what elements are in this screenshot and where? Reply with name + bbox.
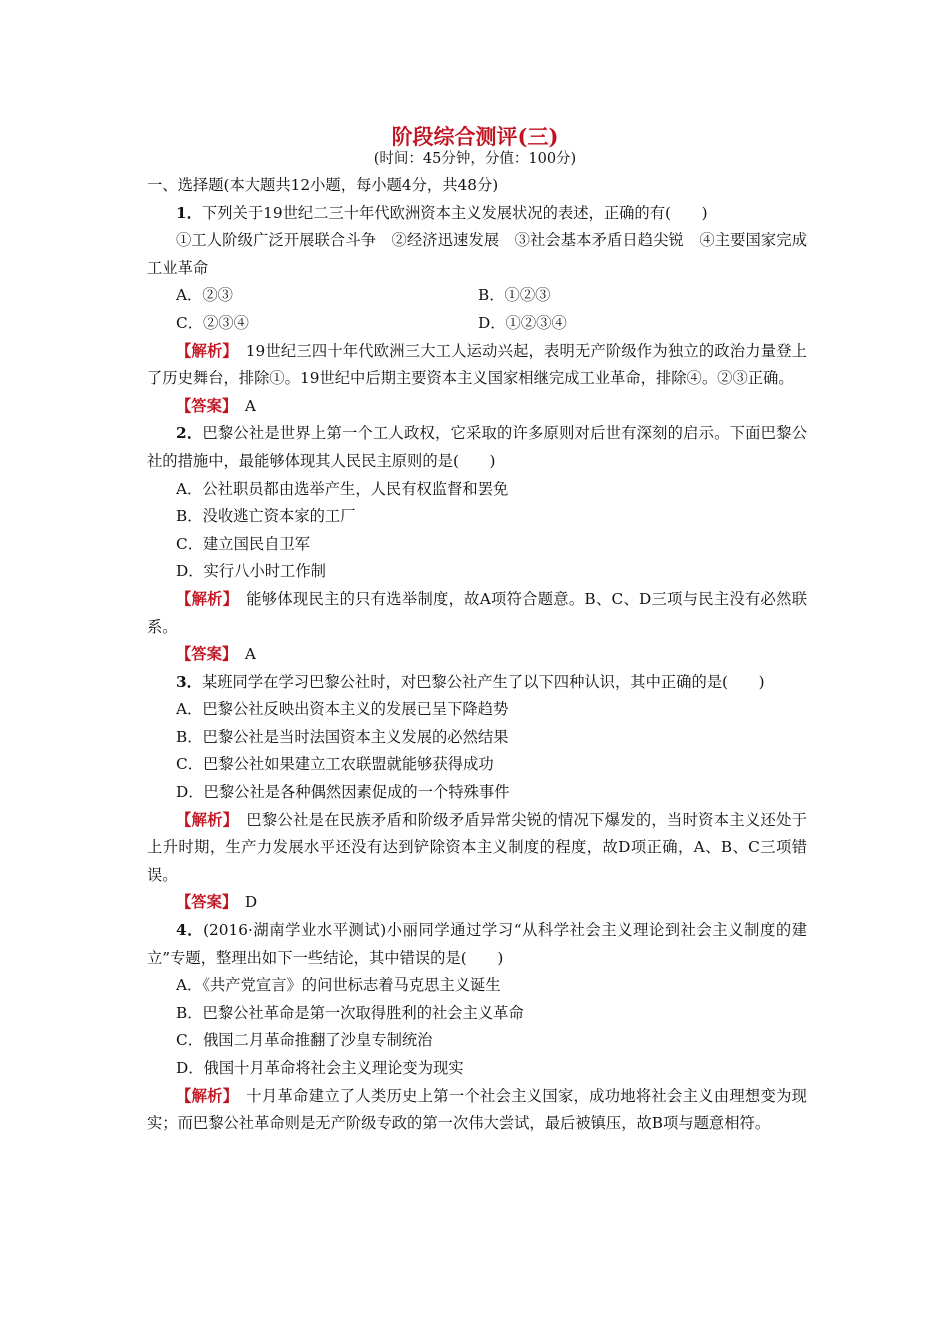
question-text: 巴黎公社是世界上第一个工人政权，它采取的许多原则对后世有深刻的启示。下面巴黎公社的措施中，最能够体现其人民民主原则的是( ) [147,424,807,470]
answer [147,393,807,421]
option-a: A．公社职员都由选举产生，人民有权监督和罢免 [176,479,509,498]
option-a: A．②③ [176,286,233,305]
option-row [147,310,807,338]
question-stem [147,669,807,697]
option-b: B．①②③ [478,286,551,305]
section-heading: 一、选择题(本大题共12小题，每小题4分，共48分) [147,176,499,194]
option-c: C．巴黎公社如果建立工农联盟就能够获得成功 [176,755,494,774]
question-1 [147,200,807,421]
answer [147,889,807,917]
analysis-label: 【解析】 [176,810,231,829]
time-score-info: (时间：45分钟，分值：100分) [373,151,577,167]
analysis [147,807,807,890]
analysis [147,1083,807,1138]
question-text: 某班同学在学习巴黎公社时，对巴黎公社产生了以下四种认识，其中正确的是( ) [201,672,765,691]
option-c: C．②③④ [176,313,249,332]
question-items: ①工人阶级广泛开展联合斗争 ②经济迅速发展 ③社会基本矛盾日趋尖锐 ④主要国家完成工业革命 [147,231,807,277]
option-c: C．俄国二月革命推翻了沙皇专制统治 [176,1031,433,1050]
option-d: D．俄国十月革命将社会主义理论变为现实 [176,1059,464,1077]
answer-label: 【答案】 [176,893,230,912]
option-b: B．没收逃亡资本家的工厂 [176,507,356,526]
analysis [147,586,807,641]
analysis-label: 【解析】 [176,589,231,608]
question-text: (2016·湖南学业水平测试)小丽同学通过学习“从科学社会主义理论到社会主义制度的建立”专题，整理出如下一些结论，其中错误的是( ) [147,921,807,967]
question-number: 4． [176,921,204,940]
question-text: 下列关于19世纪二三十年代欧洲资本主义发展状况的表述，正确的有( ) [201,203,708,222]
option-d: D．①②③④ [478,313,567,332]
question-number: 3． [176,672,202,691]
option-a: A．巴黎公社反映出资本主义的发展已呈下降趋势 [176,700,509,719]
option-a: A．《共产党宣言》的问世标志着马克思主义诞生 [176,976,501,995]
question-stem [147,200,807,228]
option-row [147,282,807,310]
option-d: D．巴黎公社是各种偶然因素促成的一个特殊事件 [176,783,510,802]
analysis [147,338,807,393]
answer-value: D [244,893,258,912]
answer-label: 【答案】 [176,396,230,415]
answer-value: A [244,645,256,664]
question-stem [147,420,807,475]
question-3 [147,669,807,917]
analysis-label: 【解析】 [176,341,231,360]
question-4 [147,917,807,1138]
option-d: D．实行八小时工作制 [176,562,326,581]
question-number: 2． [176,424,203,443]
answer-label: 【答案】 [176,645,230,664]
analysis-text: 巴黎公社是在民族矛盾和阶级矛盾异常尖锐的情况下爆发的，当时资本主义还处于上升时期，生产力发展水平还没有达到铲除资本主义制度的程度，故D项正确，A、B、C三项错误。 [147,810,807,884]
answer-value: A [244,396,256,415]
analysis-label: 【解析】 [176,1086,231,1105]
analysis-text: 能够体现民主的只有选举制度，故A项符合题意。B、C、D三项与民主没有必然联系。 [147,589,807,636]
page-title: 阶段综合测评(三) [391,124,559,149]
analysis-text: 19世纪三四十年代欧洲三大工人运动兴起，表明无产阶级作为独立的政治力量登上了历史舞台，排除①。19世纪中后期主要资本主义国家相继完成工业革命，排除④。②③正确。 [147,341,807,388]
answer [147,641,807,669]
analysis-text: 十月革命建立了人类历史上第一个社会主义国家，成功地将社会主义由理想变为现实；而巴黎公社革命则是无产阶级专政的第一次伟大尝试，最后被镇压，故B项与题意相符。 [147,1086,807,1133]
option-c: C．建立国民自卫军 [176,534,311,553]
question-content [147,172,807,1138]
question-number: 1． [176,203,202,222]
question-stem [147,917,807,972]
question-2 [147,420,807,668]
option-b: B．巴黎公社革命是第一次取得胜利的社会主义革命 [176,1003,524,1022]
option-b: B．巴黎公社是当时法国资本主义发展的必然结果 [176,727,509,746]
